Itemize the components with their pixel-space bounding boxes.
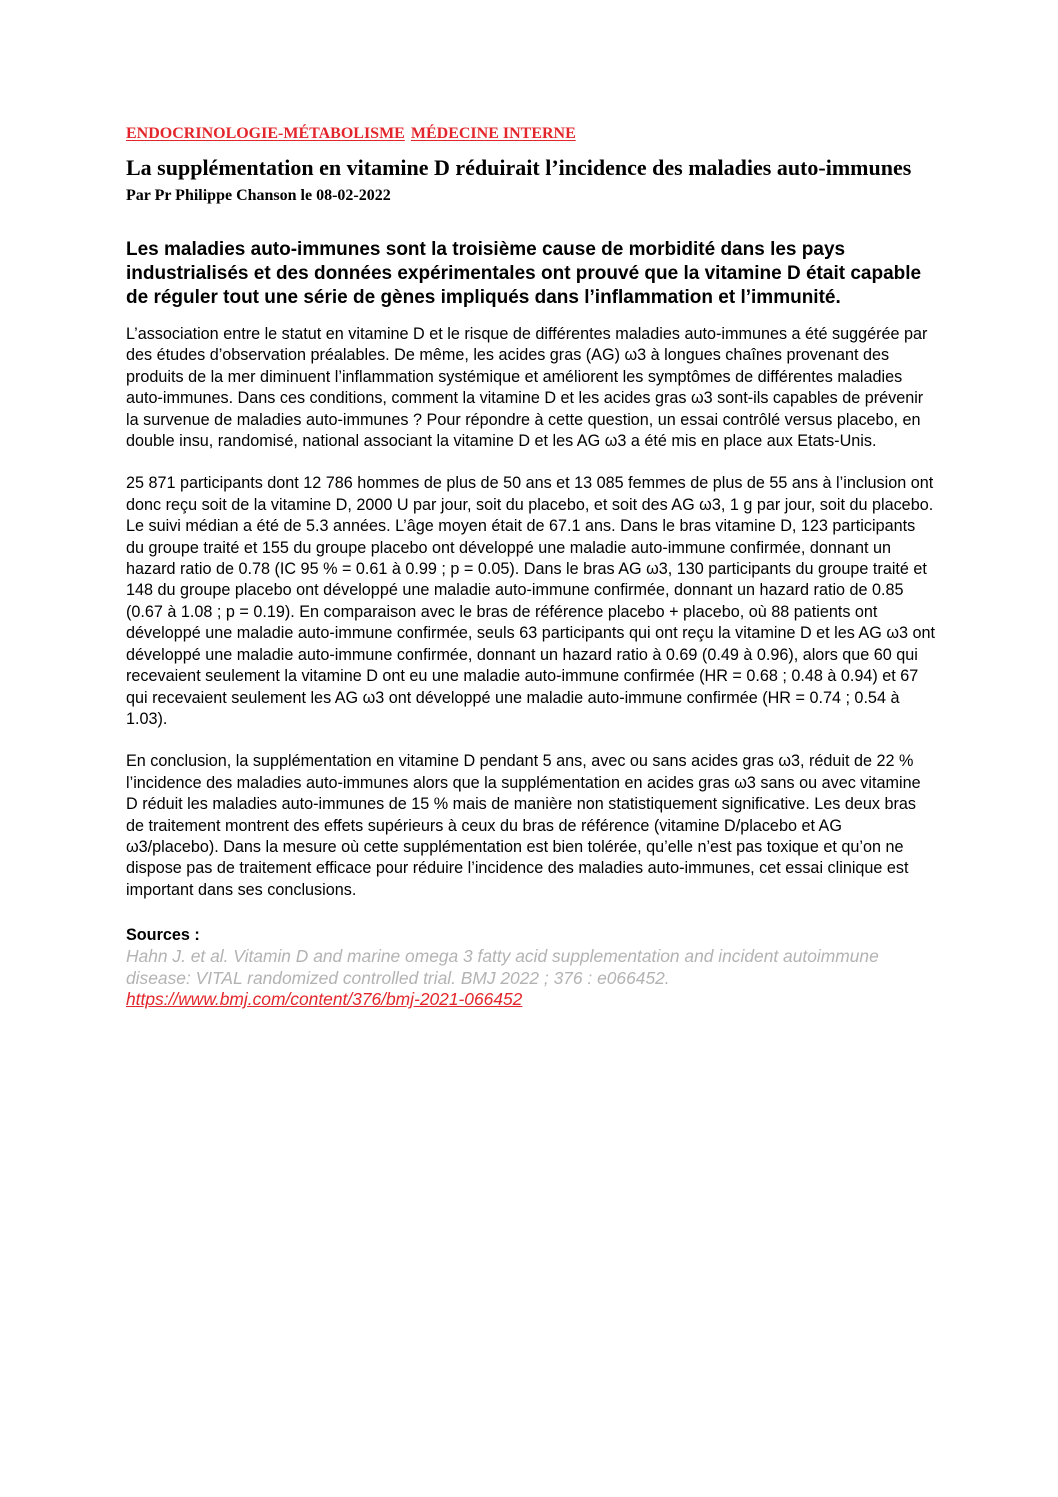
source-citation: Hahn J. et al. Vitamin D and marine omega 3 fatty acid supplementation and incident autoimmune disease: VITAL randomized controlled trial. BMJ 2022 ; 376 : e066452. (126, 946, 879, 988)
article (126, 124, 936, 1011)
body-paragraph: 25 871 participants dont 12 786 hommes de plus de 50 ans et 13 085 femmes de plus de 55 ans à l’inclusion ont donc reçu soit de la vitamine D, 2000 U par jour, soit du placebo, et soit des AG ω3, 1 g par jour, soit du placebo. Le suivi médian a été de 5.3 années. L’âge moyen était de 67.1 ans. Dans le bras vitamine D, 123 participants du groupe traité et 155 du groupe placebo ont développé une maladie auto-immune confirmée, donnant un hazard ratio de 0.78 (IC 95 % = 0.61 à 0.99 ; p = 0.05). Dans le bras AG ω3, 130 participants du groupe traité et 148 du groupe placebo ont développé une maladie auto-immune confirmée, donnant un hazard ratio de 0.85 (0.67 à 1.08 ; p = 0.19). En comparaison avec le bras de référence placebo + placebo, où 88 patients ont développé une maladie auto-immune confirmée, seuls 63 participants qui ont reçu la vitamine D et les AG ω3 ont développé une maladie auto-immune confirmée, donnant un hazard ratio à 0.69 (0.49 à 0.96), alors que 60 qui recevaient seulement la vitamine D ont eu une maladie auto-immune confirmée (HR = 0.68 ; 0.48 à 0.94) et 67 qui recevaient seulement les AG ω3 ont développé une maladie auto-immune confirmée (HR = 0.74 ; 0.54 à 1.03). (126, 474, 935, 728)
body-paragraph: En conclusion, la supplémentation en vitamine D pendant 5 ans, avec ou sans acides gras ω3, réduit de 22 % l’incidence des maladies auto-immunes alors que la supplémentation en acides gras ω3 sans ou avec vitamine D réduit les maladies auto-immunes de 15 % mais de manière non statistiquement significative. Les deux bras de traitement montrent des effets supérieurs à ceux du bras de référence (vitamine D/placebo et AG ω3/placebo). Dans la mesure où cette supplémentation est bien tolérée, qu’elle n’est pas toxique et qu’on ne dispose pas de traitement efficace pour réduire l’incidence des maladies auto-immunes, cet essai clinique est important dans ses conclusions. (126, 752, 921, 899)
category-link-medecine-interne[interactable]: MÉDECINE INTERNE (410, 125, 576, 142)
source-link[interactable]: https://www.bmj.com/content/376/bmj-2021-066452 (126, 989, 523, 1010)
sources-heading: Sources : (126, 926, 200, 945)
article-byline: Par Pr Philippe Chanson le 08-02-2022 (126, 187, 391, 204)
category-links (126, 124, 936, 144)
article-title: La supplémentation en vitamine D réduirait l’incidence des maladies auto-immunes (126, 155, 912, 180)
article-lead: Les maladies auto-immunes sont la troisième cause de morbidité dans les pays industrialisés et des données expérimentales ont prouvé que la vitamine D était capable de réguler tout une série de gènes impliqués dans l’inflammation et l’immunité. (126, 239, 922, 308)
category-link-endocrinologie[interactable]: ENDOCRINOLOGIE-MÉTABOLISME (126, 125, 405, 142)
source-reference (126, 946, 886, 1011)
body-paragraph: L’association entre le statut en vitamine D et le risque de différentes maladies auto-immunes a été suggérée par des études d’observation préalables. De même, les acides gras (AG) ω3 à longues chaînes provenant des produits de la mer diminuent l’inflammation systémique et améliorent les symptômes de différentes maladies auto-immunes. Dans ces conditions, comment la vitamine D et les acides gras ω3 sont-ils capables de prévenir la survenue de maladies auto-immunes ? Pour répondre à cette question, un essai contrôlé versus placebo, en double insu, randomisé, national associant la vitamine D et les AG ω3 a été mis en place aux Etats-Unis. (126, 325, 928, 451)
